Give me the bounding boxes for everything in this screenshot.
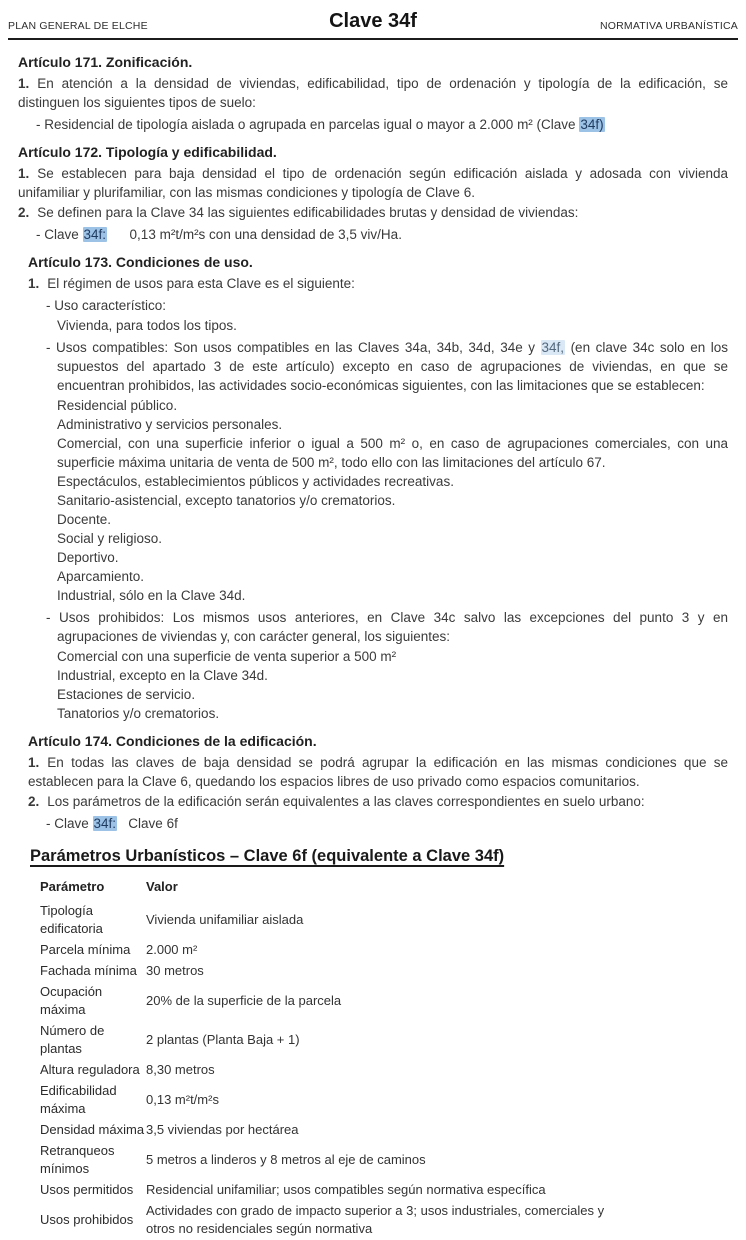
param-column-header: Parámetro xyxy=(40,878,105,894)
text-segment: El régimen de usos para esta Clave es el siguiente: xyxy=(47,276,355,291)
text-segment: Social y religioso. xyxy=(57,531,163,546)
list-item xyxy=(28,685,728,704)
list-item xyxy=(28,434,728,472)
text-segment: Industrial, excepto en la Clave 34d. xyxy=(57,668,268,683)
text-segment: (en clave 34c solo en los supuestos del apartado 3 de este artículo) excepto en caso de agrupaciones de viviendas, en que se encuentran prohibidos, las actividades socio-económicas siguientes, con las limitaciones que se establecen: xyxy=(57,340,728,393)
document-body xyxy=(0,40,746,1240)
table-row xyxy=(40,1180,626,1201)
table-row xyxy=(40,1021,626,1060)
list-item xyxy=(28,338,728,395)
text-segment: - Clave xyxy=(36,227,83,242)
param-name-cell: Ocupación máxima xyxy=(40,984,103,1017)
param-name-cell: Tipología edificatoria xyxy=(40,903,103,936)
numbered-paragraph xyxy=(28,274,728,293)
param-value-cell: 5 metros a linderos y 8 metros al eje de caminos xyxy=(146,1152,426,1167)
table-row xyxy=(40,1120,626,1141)
param-value-cell: 2.000 m² xyxy=(146,942,198,957)
table-header-row xyxy=(40,876,626,901)
list-item xyxy=(28,567,728,586)
list-item xyxy=(18,115,728,134)
text-segment: Sanitario-asistencial, excepto tanatorios y/o crematorios. xyxy=(57,493,396,508)
param-value-cell: Vivienda unifamiliar aislada xyxy=(146,912,304,927)
text-segment: Tanatorios y/o crematorios. xyxy=(57,706,220,721)
page-title: Clave 34f xyxy=(329,10,417,32)
table-row xyxy=(40,1141,626,1180)
page-header xyxy=(8,9,738,40)
list-item xyxy=(28,316,728,335)
text-segment: Espectáculos, establecimientos públicos y actividades recreativas. xyxy=(57,474,454,489)
param-name-cell: Fachada mínima xyxy=(40,963,137,978)
list-item xyxy=(28,608,728,646)
param-name-cell: Usos prohibidos xyxy=(40,1212,134,1227)
article-title: Artículo 174. Condiciones de la edificación. xyxy=(28,733,317,749)
article xyxy=(28,252,728,723)
text-segment: Docente. xyxy=(57,512,112,527)
list-item xyxy=(28,529,728,548)
table-row xyxy=(40,1081,626,1120)
article-title: Artículo 173. Condiciones de uso. xyxy=(28,254,253,270)
text-segment: - Clave xyxy=(46,816,93,831)
param-value-cell: 8,30 metros xyxy=(146,1062,215,1077)
table-row xyxy=(40,940,626,961)
articles xyxy=(18,52,728,833)
text-segment: - Usos prohibidos: Los mismos usos anteriores, en Clave 34c salvo las excepciones del punto 3 y en agrupaciones de viviendas y, con carácter general, los siguientes: xyxy=(46,610,728,644)
text-segment: Administrativo y servicios personales. xyxy=(57,417,283,432)
numbered-paragraph xyxy=(28,792,728,811)
param-name-cell: Usos permitidos xyxy=(40,1182,134,1197)
highlight-34f: 34f, xyxy=(541,340,565,355)
text-segment: Industrial, sólo en la Clave 34d. xyxy=(57,588,246,603)
text-segment: Se definen para la Clave 34 las siguientes edificabilidades brutas y densidad de viviendas: xyxy=(37,205,579,220)
list-item xyxy=(28,814,728,833)
list-item xyxy=(28,510,728,529)
list-item xyxy=(28,296,728,315)
value-column-header: Valor xyxy=(146,878,178,894)
list-item xyxy=(28,491,728,510)
document-source-label: PLAN GENERAL DE ELCHE xyxy=(8,20,148,32)
document-type-label: NORMATIVA URBANÍSTICA xyxy=(600,20,738,32)
list-item xyxy=(28,472,728,491)
text-segment: Los parámetros de la edificación serán equivalentes a las claves correspondientes en suelo urbano: xyxy=(47,794,645,809)
text-segment: Residencial público. xyxy=(57,398,178,413)
article xyxy=(18,142,728,244)
param-name-cell: Retranqueos mínimos xyxy=(40,1143,115,1176)
numbered-paragraph xyxy=(18,203,728,222)
table-row xyxy=(40,1201,626,1240)
param-name-cell: Parcela mínima xyxy=(40,942,131,957)
paragraph-number: 1. xyxy=(18,166,30,181)
text-segment: Clave 6f xyxy=(117,816,178,831)
param-value-cell: 20% de la superficie de la parcela xyxy=(146,993,342,1008)
text-segment: - Uso característico: xyxy=(46,298,167,313)
text-segment: Comercial, con una superficie inferior o igual a 500 m² o, en caso de agrupaciones comerciales, con una superficie máxima unitaria de venta de 500 m², todo ello con las limitaciones del artículo 67. xyxy=(57,436,728,470)
paragraph-number: 1. xyxy=(18,76,30,91)
highlight-34f: 34f: xyxy=(93,816,117,831)
table-row xyxy=(40,982,626,1021)
article xyxy=(18,52,728,134)
param-value-cell: 3,5 viviendas por hectárea xyxy=(146,1122,299,1137)
text-segment: Vivienda, para todos los tipos. xyxy=(57,318,237,333)
params-table xyxy=(40,876,626,1240)
table-row xyxy=(40,961,626,982)
highlight-34f: 34f) xyxy=(580,117,604,132)
text-segment: - Usos compatibles: Son usos compatibles en las Claves 34a, 34b, 34d, 34e y xyxy=(46,340,541,355)
list-item xyxy=(28,666,728,685)
param-name-cell: Altura reguladora xyxy=(40,1062,140,1077)
list-item xyxy=(28,548,728,567)
text-segment: 0,13 m²t/m²s con una densidad de 3,5 viv/Ha. xyxy=(107,227,402,242)
param-value-cell: 0,13 m²t/m²s xyxy=(146,1092,219,1107)
text-segment: - Residencial de tipología aislada o agrupada en parcelas igual o mayor a 2.000 m² (Clave xyxy=(36,117,580,132)
params-table-body xyxy=(40,901,626,1240)
list-item xyxy=(28,415,728,434)
list-item xyxy=(28,704,728,723)
param-name-cell: Número de plantas xyxy=(40,1023,105,1056)
highlight-34f: 34f: xyxy=(83,227,107,242)
param-value-cell: 30 metros xyxy=(146,963,204,978)
table-row xyxy=(40,1060,626,1081)
numbered-paragraph xyxy=(18,74,728,112)
paragraph-number: 1. xyxy=(28,755,40,770)
article xyxy=(28,731,728,833)
text-segment: En atención a la densidad de viviendas, edificabilidad, tipo de ordenación y tipología de la edificación, se distinguen los siguientes tipos de suelo: xyxy=(18,76,728,110)
text-segment: Comercial con una superficie de venta superior a 500 m² xyxy=(57,649,397,664)
text-segment: Se establecen para baja densidad el tipo de ordenación según edificación aislada y adosada con vivienda unifamiliar y plurifamiliar, con las mismas condiciones y tipología de Clave 6. xyxy=(18,166,728,200)
params-section-title: Parámetros Urbanísticos – Clave 6f (equivalente a Clave 34f) xyxy=(30,847,505,865)
text-segment: En todas las claves de baja densidad se podrá agrupar la edificación en las mismas condiciones que se establecen para la Clave 6, quedando los espacios libres de uso privado como espacios comunitarios. xyxy=(28,755,728,789)
list-item xyxy=(28,586,728,605)
text-segment: Estaciones de servicio. xyxy=(57,687,196,702)
numbered-paragraph xyxy=(18,164,728,202)
list-item xyxy=(28,396,728,415)
paragraph-number: 2. xyxy=(28,794,40,809)
param-value-cell: Residencial unifamiliar; usos compatibles según normativa específica xyxy=(146,1182,546,1197)
text-segment: Aparcamiento. xyxy=(57,569,145,584)
paragraph-number: 2. xyxy=(18,205,30,220)
numbered-paragraph xyxy=(28,753,728,791)
param-name-cell: Edificabilidad máxima xyxy=(40,1083,117,1116)
list-item xyxy=(28,647,728,666)
list-item xyxy=(18,225,728,244)
param-name-cell: Densidad máxima xyxy=(40,1122,145,1137)
param-value-cell: 2 plantas (Planta Baja + 1) xyxy=(146,1032,300,1047)
table-row xyxy=(40,901,626,940)
text-segment: Deportivo. xyxy=(57,550,119,565)
article-title: Artículo 171. Zonificación. xyxy=(18,54,193,70)
param-value-cell: Actividades con grado de impacto superior a 3; usos industriales, comerciales y otros no residenciales según normativa xyxy=(146,1203,605,1236)
paragraph-number: 1. xyxy=(28,276,40,291)
article-title: Artículo 172. Tipología y edificabilidad. xyxy=(18,144,277,160)
